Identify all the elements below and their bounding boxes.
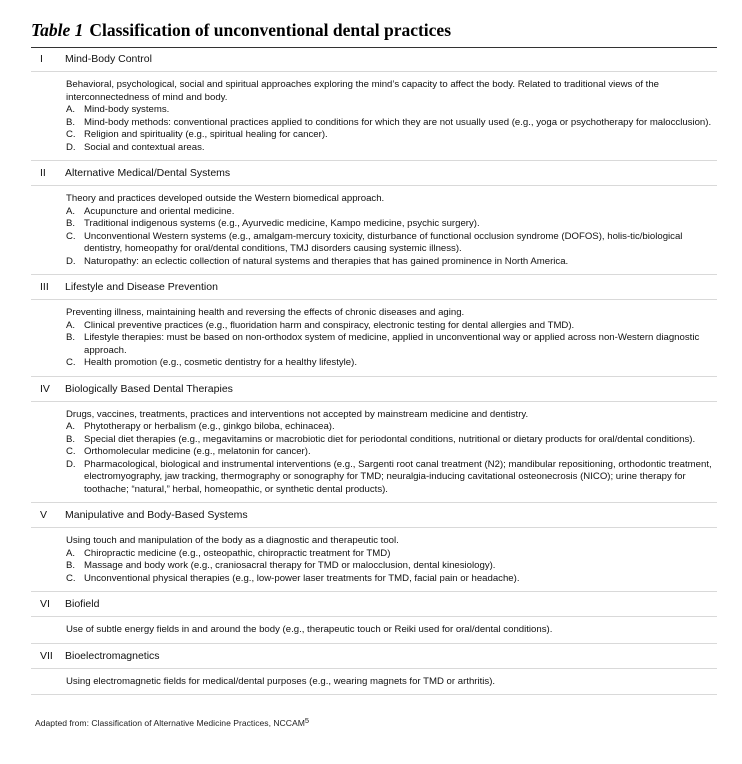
item-text: Special diet therapies (e.g., megavitamins or macrobiotic diet for periodontal conditions, nutritional or dietary products for oral/dental conditions). (84, 433, 696, 445)
item-text: Unconventional physical therapies (e.g., low-power laser treatments for TMD, facial pain or headache). (84, 572, 520, 584)
section-name: Mind-Body Control (65, 53, 152, 65)
section-body (31, 669, 717, 696)
section-header (31, 47, 717, 72)
section-list-item (31, 104, 717, 117)
item-letter: B. (66, 218, 76, 229)
section-numeral: I (40, 53, 43, 65)
table-title (31, 20, 451, 41)
item-letter: C. (66, 129, 76, 140)
section-description: Preventing illness, maintaining health and reversing the effects of chronic diseases and aging. (66, 307, 465, 318)
section-name: Lifestyle and Disease Prevention (65, 281, 218, 293)
section-name: Biologically Based Dental Therapies (65, 382, 233, 395)
section-list-item (31, 231, 717, 256)
section-description: Behavioral, psychological, social and spiritual approaches exploring the mind’s capacity to affect the body. Related to traditional views of the interconnectedness of mind and body. (66, 79, 660, 103)
section-name: Biofield (65, 598, 100, 610)
item-letter: C. (66, 446, 76, 457)
classification-table (31, 47, 717, 695)
item-text: Social and contextual areas. (84, 141, 205, 153)
table-footnote (35, 716, 309, 728)
section-list-item (31, 320, 717, 333)
item-text: Religion and spirituality (e.g., spiritual healing for cancer). (84, 129, 328, 140)
table-caption: Classification of unconventional dental practices (89, 20, 452, 40)
footnote-reference: 5 (304, 716, 310, 725)
item-letter: D. (66, 458, 76, 470)
item-letter: D. (66, 255, 76, 267)
item-letter: A. (66, 421, 76, 432)
item-letter: B. (66, 332, 76, 343)
item-letter: A. (66, 547, 76, 559)
item-letter: C. (66, 230, 76, 242)
item-text: Acupuncture and oriental medicine. (84, 205, 235, 217)
section-description: Theory and practices developed outside the Western biomedical approach. (66, 193, 385, 204)
section-numeral: V (40, 509, 48, 521)
item-text: Lifestyle therapies: must be based on non-orthodox system of medicine, applied in unconventional way or applied across non-Western diagnostic approach. (84, 332, 700, 356)
section-numeral: VI (40, 598, 50, 610)
section-list-item (31, 421, 717, 434)
section-numeral: VII (40, 649, 53, 662)
section-numeral: III (40, 281, 49, 293)
item-text: Naturopathy: an eclectic collection of natural systems and therapies that has gained prominence in North America. (84, 255, 569, 267)
section-list-item (31, 434, 717, 447)
section-header (31, 644, 717, 669)
section-list-item (31, 560, 717, 573)
section-numeral: IV (40, 382, 50, 395)
section-list-item (31, 218, 717, 231)
section-list-item (31, 357, 717, 370)
section-header (31, 275, 717, 300)
item-text: Pharmacological, biological and instrumental interventions (e.g., Sargenti root canal treatment (N2); mandibular repositioning, orthodontic treatment, electromyography, jaw tracking, thermography or sonography for TMD; neuralgia-inducing cavitational osteonecrosis (NICO); urine therapy for toothache; “natural,” herbal, homeopathic, or synthetic dental products). (84, 458, 712, 495)
section-body (31, 528, 717, 592)
item-letter: C. (66, 572, 76, 584)
section-list-item (31, 129, 717, 142)
section-list-item (31, 206, 717, 219)
section-list-item (31, 459, 717, 497)
section-name: Bioelectromagnetics (65, 649, 160, 662)
section-description: Use of subtle energy fields in and around the body (e.g., therapeutic touch or Reiki used for oral/dental conditions). (66, 624, 553, 635)
item-text: Mind-body methods: conventional practices applied to conditions for which they are not usually used (e.g., yoga or psychotherapy for malocclusion). (84, 116, 712, 128)
section-body (31, 186, 717, 275)
section-name: Manipulative and Body-Based Systems (65, 509, 248, 521)
section-list-item (31, 548, 717, 561)
item-text: Chiropractic medicine (e.g., osteopathic, chiropractic treatment for TMD) (84, 547, 391, 559)
section-list-item (31, 573, 717, 586)
item-letter: A. (66, 104, 76, 115)
section-body (31, 72, 717, 161)
section-body (31, 617, 717, 644)
section-name: Alternative Medical/Dental Systems (65, 167, 231, 179)
item-letter: C. (66, 357, 76, 368)
section-list-item (31, 142, 717, 155)
item-text: Clinical preventive practices (e.g., fluoridation harm and conspiracy, electronic testing for dental allergies and TMD). (84, 319, 575, 331)
section-list-item (31, 446, 717, 459)
section-list-item (31, 117, 717, 130)
item-text: Mind-body systems. (84, 104, 170, 115)
section-numeral: II (40, 167, 46, 179)
footnote-text: Adapted from: Classification of Alternative Medicine Practices, NCCAM (35, 718, 305, 728)
section-header (31, 592, 717, 617)
table-number: Table 1 (31, 20, 84, 40)
item-letter: D. (66, 141, 76, 153)
section-description: Drugs, vaccines, treatments, practices and interventions not accepted by mainstream medicine and dentistry. (66, 408, 529, 420)
section-header (31, 503, 717, 528)
section-description: Using electromagnetic fields for medical/dental purposes (e.g., wearing magnets for TMD or arthritis). (66, 675, 496, 687)
item-text: Traditional indigenous systems (e.g., Ayurvedic medicine, Kampo medicine, psychic surgery). (84, 218, 480, 229)
item-text: Phytotherapy or herbalism (e.g., ginkgo biloba, echinacea). (84, 421, 335, 432)
section-description: Using touch and manipulation of the body as a diagnostic and therapeutic tool. (66, 535, 399, 546)
item-letter: B. (66, 560, 76, 571)
item-text: Massage and body work (e.g., craniosacral therapy for TMD or malocclusion, dental kinesiology). (84, 560, 496, 571)
section-list-item (31, 256, 717, 269)
item-text: Unconventional Western systems (e.g., amalgam-mercury toxicity, disturbance of functional occlusion syndrome (DOFOS), holis-tic/biological dentistry, homeopathy for oral/dental conditions, TMJ disorders causing systemic illness). (84, 230, 683, 254)
section-body (31, 402, 717, 504)
section-body (31, 300, 717, 377)
section-header (31, 377, 717, 402)
item-text: Health promotion (e.g., cosmetic dentistry for a healthy lifestyle). (84, 357, 358, 368)
item-text: Orthomolecular medicine (e.g., melatonin for cancer). (84, 446, 311, 457)
section-list-item (31, 332, 717, 357)
item-letter: B. (66, 433, 76, 445)
item-letter: B. (66, 116, 76, 128)
item-letter: A. (66, 319, 76, 331)
item-letter: A. (66, 205, 76, 217)
section-header (31, 161, 717, 186)
